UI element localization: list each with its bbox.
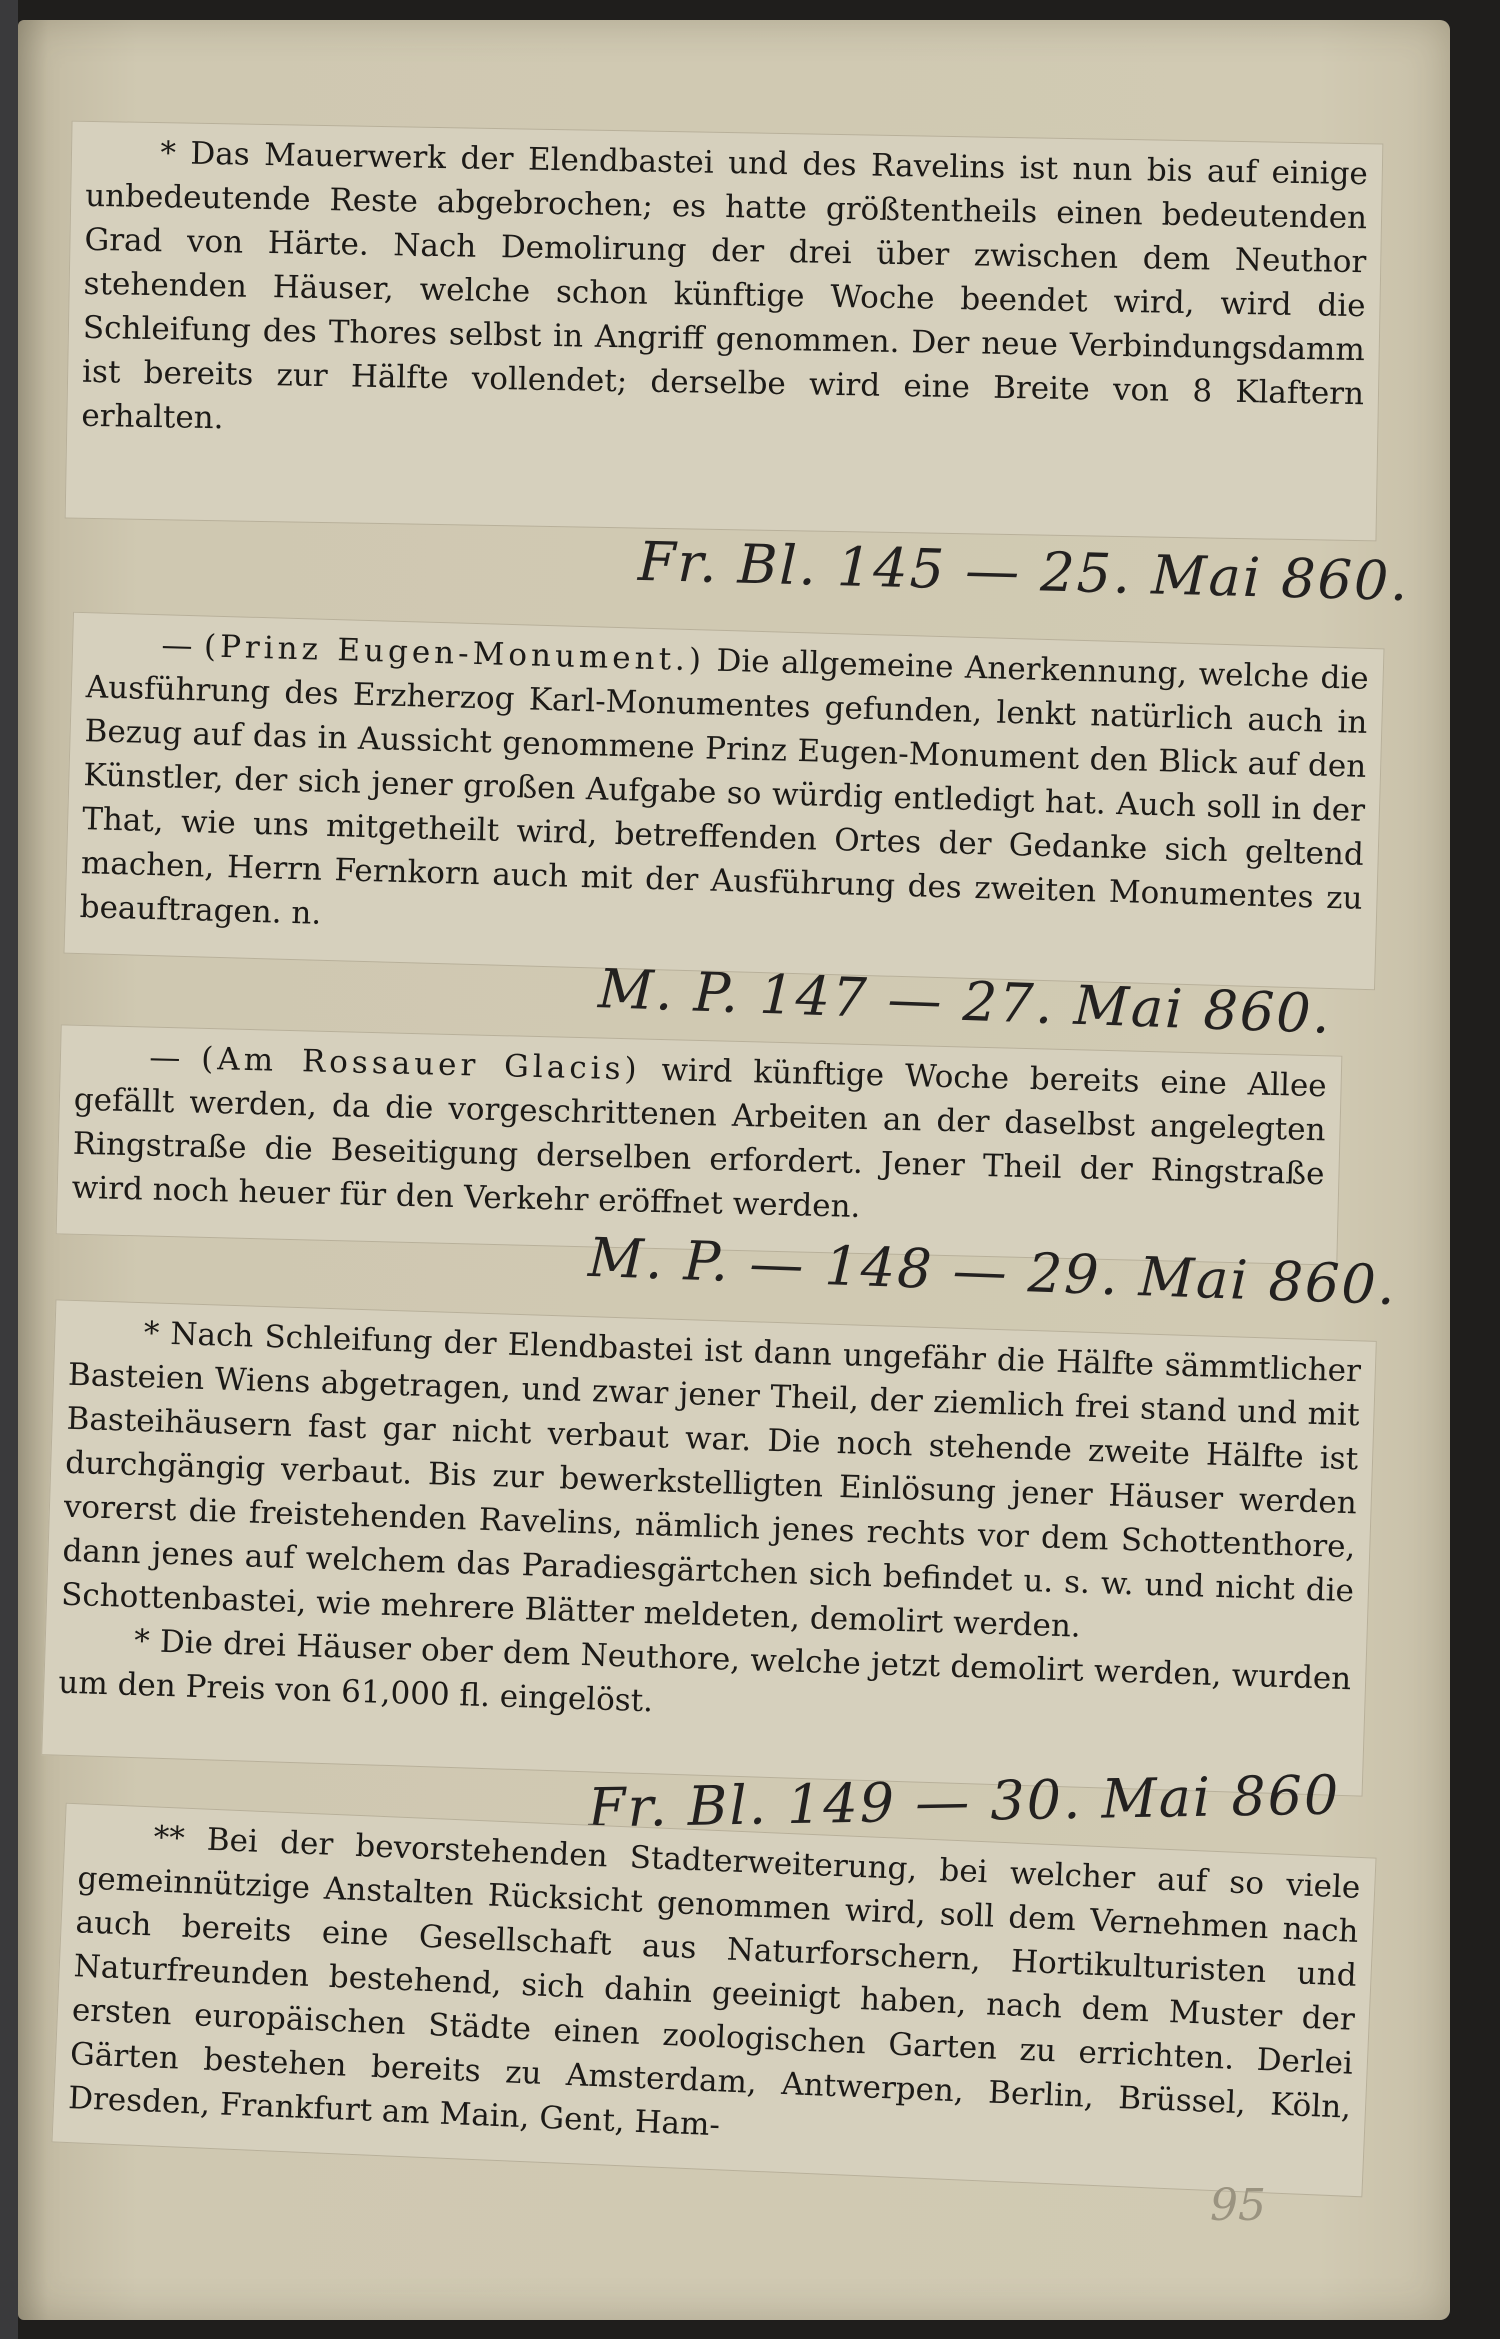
- clipping-2-paragraph: Die allgemeine Anerkennung, welche die Ausführung des Erzherzog Karl-Monumentes gefunden, lenkt natürlich auch in Bezug auf das in Aussicht genommene Prinz Eugen-Monument den Blick auf den Künstler, der sich jener großen Aufgabe so würdig entledigt hat. Auch soll in der That, wie uns mitgetheilt wird, betreffenden Ortes der Gedanke sich geltend machen, Herrn Fernkorn auch mit der Ausführung des zweiten Monumentes zu beauftragen. n.: [79, 642, 1370, 932]
- document-page: [18, 20, 1450, 2320]
- handwritten-annotation-3: M. P. — 148 — 29. Mai 860.: [587, 1225, 1398, 1318]
- clipping-4-paragraph-2: * Die drei Häuser ober dem Neuthore, welche jetzt demolirt werden, wurden um den Preis von 61,000 fl. eingelöst.: [57, 1622, 1352, 1720]
- page-number: 95: [1210, 2180, 1266, 2231]
- clipping-3-title: (Am Rossauer Glacis): [200, 1040, 642, 1088]
- clipping-3-paragraph: wird künftige Woche bereits eine Allee gefällt werden, da die vorgeschrittenen Arbeiten an der daselbst angelegten Ringstraße die Beseitigung derselben erfordert. Jener Theil der Ringstraße wird noch heuer für den Verkehr eröffnet werden.: [71, 1052, 1328, 1225]
- newspaper-clipping-2: — (Prinz Eugen-Monument.) Die allgemeine Anerkennung, welche die Ausführung des Erzherzog Karl-Monumentes gefunden, lenkt natürlich auch in Bezug auf das in Aussicht genommene Prinz Eugen-Monument den Blick auf den Künstler, der sich jener großen Aufgabe so würdig entledigt hat. Auch soll in der That, wie uns mitgetheilt wird, betreffenden Ortes der Gedanke sich geltend machen, Herrn Fernkorn auch mit der Ausführung des zweiten Monumentes zu beauftragen. n.: [63, 612, 1384, 990]
- newspaper-clipping-3: — (Am Rossauer Glacis) wird künftige Woche bereits eine Allee gefällt werden, da die vorgeschrittenen Arbeiten an der daselbst angelegten Ringstraße die Beseitigung derselben erfordert. Jener Theil der Ringstraße wird noch heuer für den Verkehr eröffnet werden.: [56, 1024, 1343, 1265]
- clipping-5-paragraph: ** Bei der bevorstehenden Stadterweiterung, bei welcher auf so viele gemeinnützige Anstalten Rücksicht genommen wird, soll dem Vernehmen nach auch bereits eine Gesellschaft aus Naturforschern, Hortikulturisten und Naturfreunden bestehend, sich dahin geeinigt haben, nach dem Muster der ersten europäischen Städte einen zoologischen Garten zu errichten. Derlei Gärten bestehen bereits zu Amsterdam, Antwerpen, Berlin, Brüssel, Köln, Dresden, Frankfurt am Main, Gent, Ham-: [67, 1819, 1362, 2144]
- handwritten-annotation-1: Fr. Bl. 145 — 25. Mai 860.: [637, 529, 1411, 614]
- book-binding: [0, 0, 18, 2339]
- clipping-4-paragraph-1: * Nach Schleifung der Elendbastei ist dann ungefähr die Hälfte sämmtlicher Basteien Wiens abgetragen, und zwar jener Theil, der ziemlich frei stand und mit Basteihäusern fast gar nicht verbaut war. Die noch stehende zweite Hälfte ist durchgängig verbaut. Bis zur bewerkstelligten Einlösung jener Häuser werden vorerst die freistehenden Ravelins, nämlich jenes rechts vor dem Schottenthore, dann jenes auf welchem das Paradiesgärtchen sich befindet u. s. w. und nicht die Schottenbastei, wie mehrere Blätter meldeten, demolirt werden.: [60, 1315, 1362, 1645]
- handwritten-annotation-2: M. P. 147 — 27. Mai 860.: [597, 957, 1333, 1046]
- clipping-1-paragraph: * Das Mauerwerk der Elendbastei und des Ravelins ist nun bis auf einige unbedeutende Reste abgebrochen; es hatte größtentheils einen bedeutenden Grad von Härte. Nach Demolirung der drei über zwischen dem Neuthor stehenden Häuser, welche schon künftige Woche beendet wird, wird die Schleifung des Thores selbst in Angriff genommen. Der neue Verbindungsdamm ist bereits zur Hälfte vollendet; derselbe wird eine Breite von 8 Klaftern erhalten.: [81, 135, 1369, 437]
- newspaper-clipping-1: [65, 121, 1384, 542]
- newspaper-clipping-4: [41, 1299, 1377, 1796]
- clipping-2-title: (Prinz Eugen-Monument.): [203, 628, 706, 679]
- newspaper-clipping-5: [51, 1803, 1376, 2198]
- handwritten-annotation-4: Fr. Bl. 149 — 30. Mai 860: [587, 1763, 1341, 1840]
